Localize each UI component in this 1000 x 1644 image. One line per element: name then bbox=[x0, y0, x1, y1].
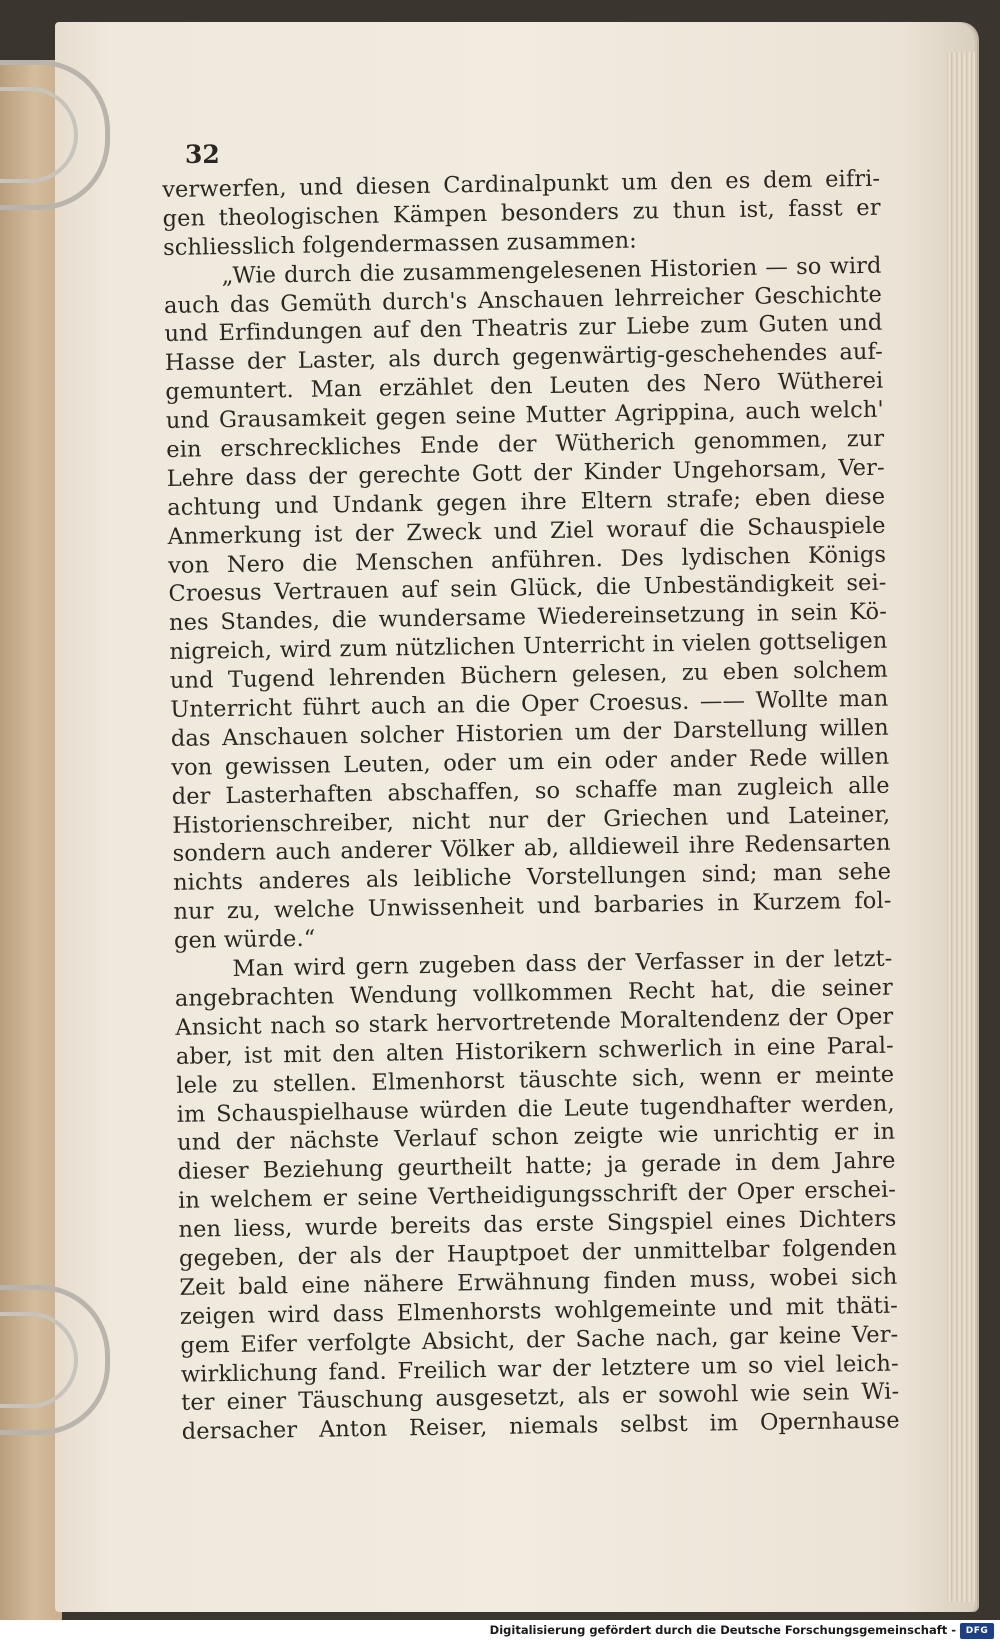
text-line: gemuntert. Man erzählet den Leuten des Nero Wütherei bbox=[165, 367, 884, 406]
text-line: nigreich, wird zum nützlichen Unterricht in vielen gottseligen bbox=[169, 627, 888, 666]
text-line: nen liess, wurde bereits das erste Singspiel eines Dichters bbox=[178, 1205, 897, 1243]
text-line: und Tugend lehrenden Büchern gelesen, zu eben solchem bbox=[169, 656, 889, 695]
text-line: Man wird gern zugeben dass der Verfasser in der letzt- bbox=[232, 945, 893, 983]
text-line: zeigen wird dass Elmenhorsts wohlgemeinte und mit thäti- bbox=[179, 1292, 899, 1330]
text-line: das Anschauen solcher Historien um der Darstellung willen bbox=[170, 714, 889, 752]
text-line: „Wie durch die zusammengelesenen Historien — so wird bbox=[221, 252, 882, 289]
text-line: dieser Beziehung geurtheilt hatte; ja gerade in dem Jahre bbox=[177, 1147, 896, 1186]
text-line: und der nächste Verlauf schon zeigte wie unrichtig er in bbox=[176, 1118, 896, 1157]
text-line: sondern auch anderer Völker ab, alldieweil ihre Redensarten bbox=[172, 830, 891, 868]
text-line: Anmerkung ist der Zweck und Ziel worauf die Schauspiele bbox=[167, 512, 886, 550]
text-line: Historienschreiber, nicht nur der Griechen und Lateiner, bbox=[171, 801, 891, 839]
text-line: und Grausamkeit gegen seine Mutter Agrippina, auch welch' bbox=[165, 396, 884, 435]
text-line: verwerfen, und diesen Cardinalpunkt um den es dem eifri- bbox=[162, 165, 881, 203]
text-line: in welchem er seine Vertheidigungsschrift der Oper erschei- bbox=[177, 1176, 897, 1215]
text-line: von Nero die Menschen anführen. Des lydischen Königs bbox=[167, 541, 887, 579]
page-number: 32 bbox=[185, 140, 220, 169]
text-line: nes Standes, die wundersame Wiedereinsetzung in sein Kö- bbox=[168, 599, 888, 637]
page-stack-edge bbox=[947, 52, 975, 1602]
text-line: nur zu, welche Unwissenheit und barbaries in Kurzem fol- bbox=[173, 887, 892, 926]
text-line: Zeit bald eine nähere Erwähnung finden muss, wobei sich bbox=[179, 1263, 898, 1301]
text-line: Lehre dass der gerechte Gott der Kinder Ungehorsam, Ver- bbox=[166, 454, 885, 492]
text-line: Ansicht nach so stark hervortretende Moraltendenz der Oper bbox=[175, 1003, 894, 1041]
text-line: schliesslich folgendermassen zusammen: bbox=[162, 227, 638, 261]
text-line: ein erschreckliches Ende der Wütherich genommen, zur bbox=[166, 425, 885, 463]
text-line: gem Eifer verfolgte Absicht, der Sache nach, gar keine Ver- bbox=[180, 1321, 899, 1359]
text-line: achtung und Undank gegen ihre Eltern strafe; eben diese bbox=[167, 483, 886, 521]
text-line: im Schauspielhause würden die Leute tugendhafter werden, bbox=[176, 1090, 895, 1128]
text-line: auch das Gemüth durch's Anschauen lehrreicher Geschichte bbox=[163, 281, 883, 319]
text-line: aber, ist mit den alten Historikern schwerlich in eine Paral- bbox=[175, 1032, 894, 1070]
text-line: wirklichung fand. Freilich war der letztere um so viel leich- bbox=[180, 1350, 899, 1388]
text-line: gen theologischen Kämpen besonders zu thun ist, fasst er bbox=[162, 194, 881, 232]
text-line: lele zu stellen. Elmenhorst täuschte sich, wenn er meinte bbox=[176, 1061, 895, 1099]
dfg-logo: DFG bbox=[960, 1623, 994, 1639]
text-line: nichts anderes als leibliche Vorstellungen sind; man sehe bbox=[172, 859, 892, 897]
text-line: der Lasterhaften abschaffen, so schaffe man zugleich alle bbox=[171, 772, 890, 810]
funding-notice: Digitalisierung gefördert durch die Deutsche Forschungsgemeinschaft - bbox=[489, 1623, 956, 1637]
text-line: dersacher Anton Reiser, niemals selbst im Opernhause bbox=[181, 1407, 900, 1446]
body-text bbox=[162, 165, 900, 1447]
digitization-footer bbox=[0, 1620, 1000, 1644]
text-line: ter einer Täuschung ausgesetzt, als er sowohl wie sein Wi- bbox=[181, 1378, 900, 1417]
text-line: von gewissen Leuten, oder um ein oder ander Rede willen bbox=[171, 743, 890, 781]
text-line: und Erfindungen auf den Theatris zur Liebe zum Guten und bbox=[164, 310, 883, 348]
text-line: gegeben, der als der Hauptpoet der unmittelbar folgenden bbox=[178, 1234, 898, 1272]
text-line: Unterricht führt auch an die Oper Croesus. —— Wollte man bbox=[170, 685, 889, 723]
text-line: Hasse der Laster, als durch gegenwärtig-geschehendes auf- bbox=[164, 339, 884, 377]
text-line: angebrachten Wendung vollkommen Recht hat, die seiner bbox=[174, 974, 894, 1012]
text-line: gen würde.“ bbox=[173, 925, 316, 955]
text-line: Croesus Vertrauen auf sein Glück, die Unbeständigkeit sei- bbox=[168, 570, 887, 608]
